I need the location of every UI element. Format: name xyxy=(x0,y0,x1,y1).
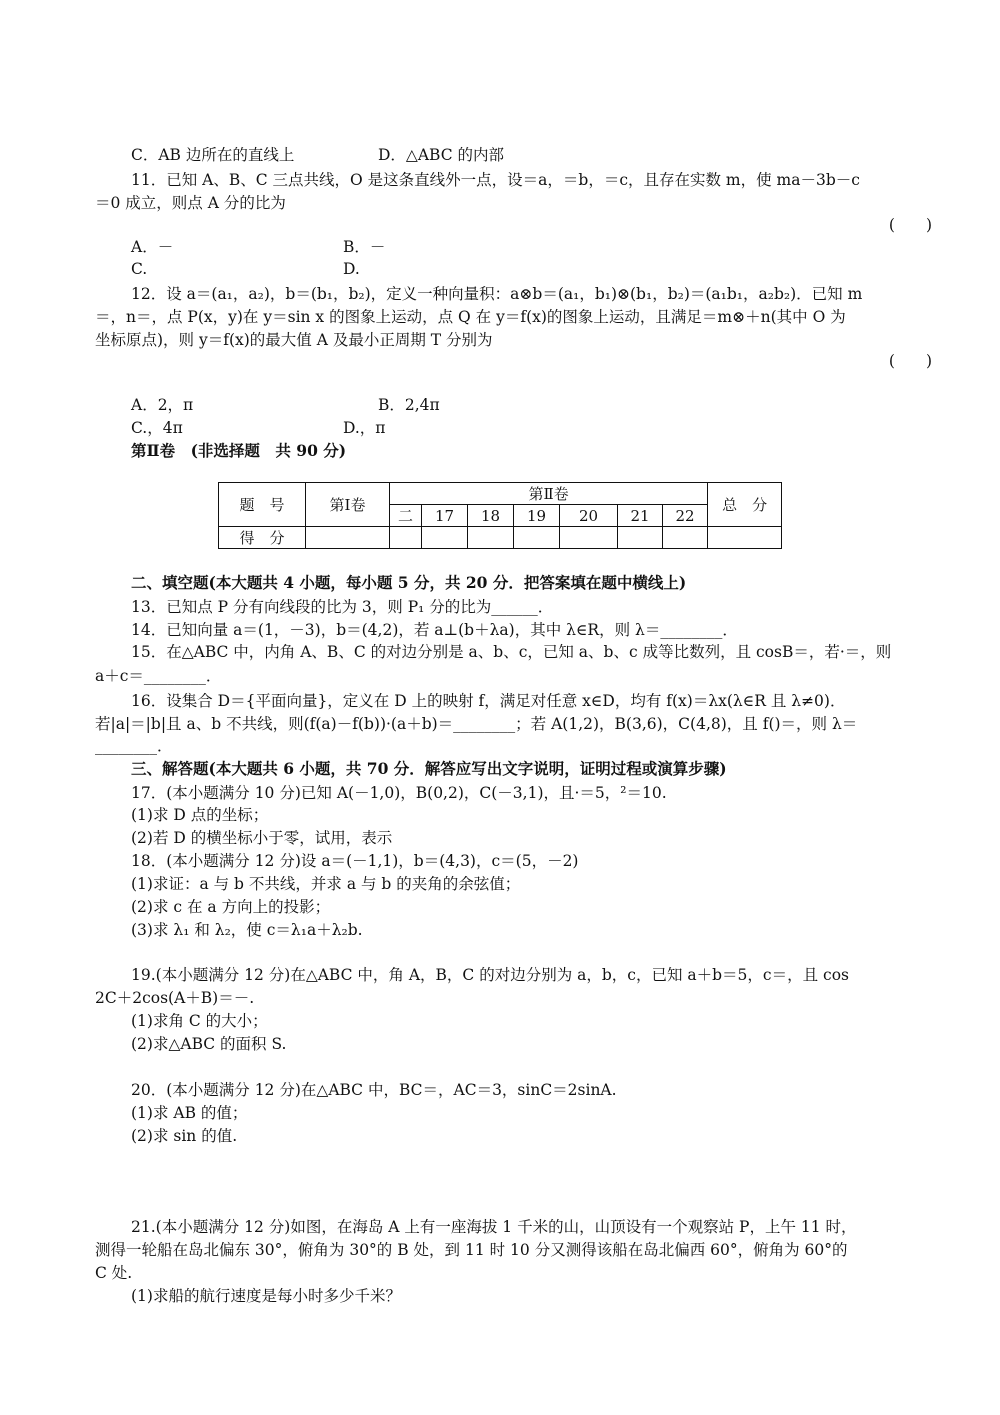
q21-stem-line2: 测得一轮船在岛北偏东 30°，俯角为 30°的 B 处，到 11 时 10 分又测得该船在岛北偏西 60°，俯角为 60°的 xyxy=(95,1241,848,1259)
q14: 14．已知向量 a＝(1，－3)，b＝(4,2)，若 a⊥(b＋λa)，其中 λ∈R，则 λ＝________． xyxy=(131,621,738,639)
col-header: 21 xyxy=(618,505,663,527)
section2-title: 二、填空题(本大题共 4 小题，每小题 5 分，共 20 分．把答案填在题中横线上) xyxy=(131,573,687,592)
header-total: 总 分 xyxy=(708,483,782,527)
q12-option-b: B．2,4π xyxy=(378,396,440,414)
q21-part1: (1)求船的航行速度是每小时多少千米？ xyxy=(131,1287,401,1305)
score-cell[interactable] xyxy=(663,527,708,549)
q18-part3: (3)求 λ₁ 和 λ₂，使 c＝λ₁a＋λ₂b. xyxy=(131,921,363,939)
col-header: 22 xyxy=(663,505,708,527)
score-cell[interactable] xyxy=(306,527,390,549)
q12-option-c: C.，4π xyxy=(131,419,183,437)
q17-part1: (1)求 D 点的坐标； xyxy=(131,806,269,824)
q17-part2: (2)若 D 的横坐标小于零，试用，表示 xyxy=(131,829,393,847)
q18-stem: 18．(本小题满分 12 分)设 a＝(－1,1)，b＝(4,3)，c＝(5，－2) xyxy=(131,852,579,870)
q21-stem-line3: C 处. xyxy=(95,1264,133,1282)
q10-option-d: D．△ABC 的内部 xyxy=(378,146,505,164)
q11-answer-paren: ( ) xyxy=(888,216,932,234)
q10-option-c: C．AB 边所在的直线上 xyxy=(131,146,295,164)
q16-line3: ________． xyxy=(95,737,173,755)
q12-option-d: D.，π xyxy=(343,419,386,437)
q13: 13．已知点 P 分有向线段的比为 3，则 P₁ 分的比为______． xyxy=(131,598,554,616)
q12-stem-line2: ＝，n＝，点 P(x，y)在 y＝sin x 的图象上运动，点 Q 在 y＝f(x)的图象上运动，且满足＝m⊗＋n(其中 O 为 xyxy=(95,308,846,326)
q11-stem-line2: ＝0 成立，则点 A 分的比为 xyxy=(95,194,286,212)
col-header: 18 xyxy=(468,505,514,527)
col-header: 19 xyxy=(514,505,560,527)
q11-option-d: D. xyxy=(343,260,360,278)
q18-part1: (1)求证：a 与 b 不共线，并求 a 与 b 的夹角的余弦值； xyxy=(131,875,521,893)
q11-option-c: C. xyxy=(131,260,148,278)
q17-stem: 17．(本小题满分 10 分)已知 A(－1,0)，B(0,2)，C(－3,1)，且·＝5，²＝10. xyxy=(131,784,667,802)
q15-line1: 15．在△ABC 中，内角 A、B、C 的对边分别是 a、b、c，已知 a、b、c 成等比数列，且 cosB＝，若·＝，则 xyxy=(131,643,892,661)
header-question-number: 题 号 xyxy=(219,483,306,527)
col-header: 二 xyxy=(390,505,422,527)
q12-stem-line3: 坐标原点)，则 y＝f(x)的最大值 A 及最小正周期 T 分别为 xyxy=(95,331,493,349)
row-score-label: 得 分 xyxy=(219,527,306,549)
q19-part2: (2)求△ABC 的面积 S. xyxy=(131,1035,287,1053)
q19-part1: (1)求角 C 的大小； xyxy=(131,1012,268,1030)
q21-stem-line1: 21.(本小题满分 12 分)如图，在海岛 A 上有一座海拔 1 千米的山，山顶设有一个观察站 P，上午 11 时， xyxy=(131,1218,857,1236)
score-cell[interactable] xyxy=(708,527,782,549)
score-cell[interactable] xyxy=(514,527,560,549)
score-table xyxy=(218,482,782,549)
q19-stem-line2: 2C＋2cos(A＋B)＝－. xyxy=(95,989,255,1007)
score-cell[interactable] xyxy=(618,527,663,549)
score-cell[interactable] xyxy=(390,527,422,549)
q11-option-a: A．－ xyxy=(131,238,174,256)
col-header: 20 xyxy=(560,505,618,527)
q11-stem-line1: 11．已知 A、B、C 三点共线，O 是这条直线外一点，设＝a，＝b，＝c，且存在实数 m，使 ma－3b－c xyxy=(131,171,860,189)
q20-stem: 20．(本小题满分 12 分)在△ABC 中，BC＝，AC＝3，sinC＝2sinA. xyxy=(131,1081,617,1099)
col-header: 17 xyxy=(422,505,468,527)
part2-title: 第Ⅱ卷 (非选择题 共 90 分) xyxy=(131,441,347,460)
q15-line2: a＋c＝________． xyxy=(95,667,222,685)
q20-part1: (1)求 AB 的值； xyxy=(131,1104,248,1122)
q12-answer-paren: ( ) xyxy=(888,352,932,370)
section3-title: 三、解答题(本大题共 6 小题，共 70 分．解答应写出文字说明，证明过程或演算步骤) xyxy=(131,759,727,778)
q20-part2: (2)求 sin 的值. xyxy=(131,1127,238,1145)
score-cell[interactable] xyxy=(560,527,618,549)
q12-option-a: A．2，π xyxy=(131,396,194,414)
header-part1: 第Ⅰ卷 xyxy=(306,483,390,527)
q19-stem-line1: 19.(本小题满分 12 分)在△ABC 中，角 A，B，C 的对边分别为 a，b，c，已知 a＋b＝5，c＝，且 cos xyxy=(131,966,849,984)
q16-line2: 若|a|＝|b|且 a、b 不共线，则(f(a)－f(b))·(a＋b)＝________；若 A(1,2)，B(3,6)，C(4,8)，且 f()＝，则 λ＝ xyxy=(95,715,858,733)
score-cell[interactable] xyxy=(468,527,514,549)
score-cell[interactable] xyxy=(422,527,468,549)
q11-option-b: B．－ xyxy=(343,238,386,256)
q16-line1: 16．设集合 D＝{平面向量}，定义在 D 上的映射 f，满足对任意 x∈D，均有 f(x)＝λx(λ∈R 且 λ≠0)． xyxy=(131,692,846,710)
header-part2: 第Ⅱ卷 xyxy=(390,483,708,505)
q12-stem-line1: 12．设 a＝(a₁，a₂)，b＝(b₁，b₂)，定义一种向量积：a⊗b＝(a₁，b₁)⊗(b₁，b₂)＝(a₁b₁，a₂b₂)．已知 m xyxy=(131,285,863,303)
q18-part2: (2)求 c 在 a 方向上的投影； xyxy=(131,898,331,916)
